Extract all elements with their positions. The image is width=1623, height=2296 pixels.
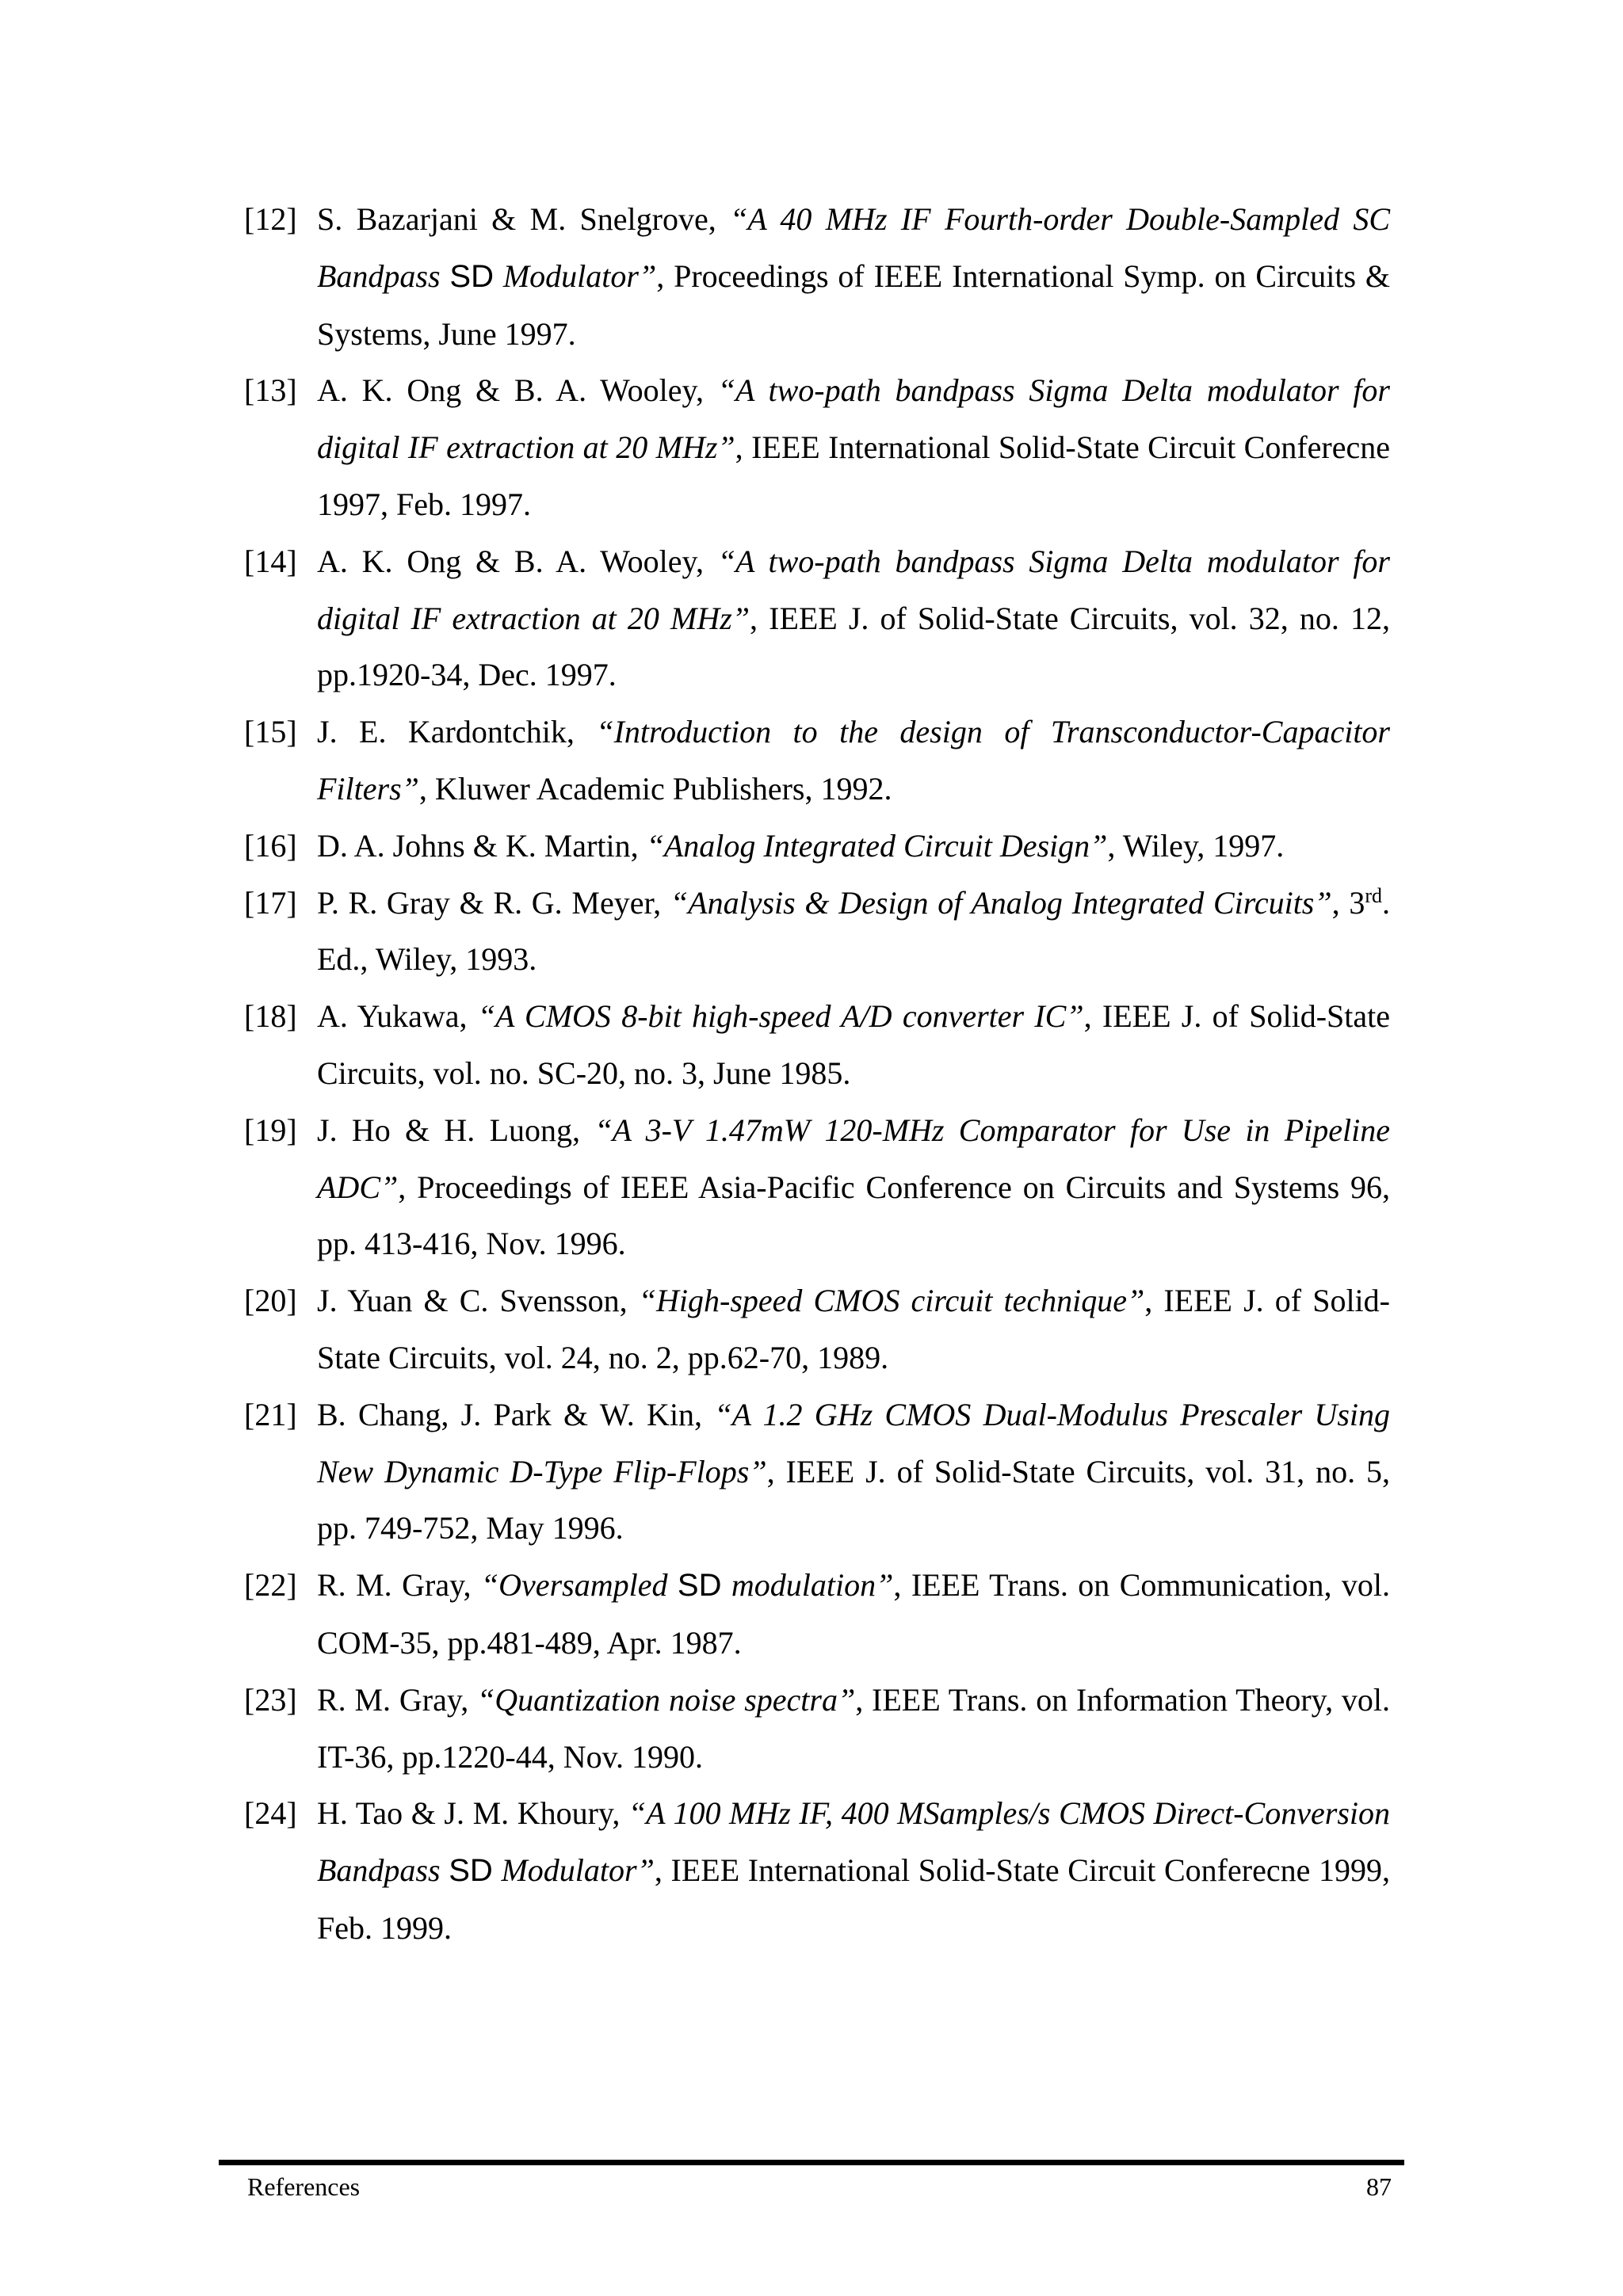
reference-item — [244, 988, 1390, 1102]
reference-item — [244, 191, 1390, 362]
reference-item — [244, 1272, 1390, 1386]
reference-item — [244, 1785, 1390, 1956]
reference-item — [244, 1102, 1390, 1272]
ordinal-suffix: rd — [1365, 883, 1383, 907]
reference-authors: A. K. Ong & B. A. Wooley, — [317, 372, 718, 409]
reference-item — [244, 875, 1390, 989]
reference-source: , IEEE International Solid-State Circuit Conferecne 1997, Feb. 1997. — [317, 429, 1390, 522]
reference-number: [23] — [244, 1681, 297, 1718]
reference-authors: J. Ho & H. Luong, — [317, 1112, 595, 1148]
reference-source: , Proceedings of IEEE Asia-Pacific Conference on Circuits and Systems 96, pp. 413-416, Nov. 1996. — [317, 1169, 1390, 1262]
reference-source: , 3rd. Ed., Wiley, 1993. — [317, 883, 1391, 978]
sigma-delta-symbol: SD — [449, 1853, 493, 1889]
reference-number: [15] — [244, 714, 297, 750]
reference-number: [21] — [244, 1396, 297, 1432]
reference-title: “A 40 MHz IF Fourth-order Double-Sampled SC Bandpass SD Modulator” — [317, 201, 1391, 294]
reference-title: “Analysis & Design of Analog Integrated Circuits” — [670, 884, 1332, 921]
reference-number: [22] — [244, 1567, 297, 1604]
reference-text — [317, 191, 1390, 362]
reference-text — [317, 818, 1390, 875]
reference-authors: D. A. Johns & K. Martin, — [317, 827, 647, 864]
reference-authors: S. Bazarjani & M. Snelgrove, — [317, 201, 731, 237]
reference-authors: H. Tao & J. M. Khoury, — [317, 1795, 628, 1832]
reference-item — [244, 362, 1390, 532]
reference-item — [244, 1386, 1390, 1557]
reference-source: , IEEE J. of Solid-State Circuits, vol. no. SC-20, no. 3, June 1985. — [317, 998, 1391, 1091]
reference-title: “A CMOS 8-bit high-speed A/D converter IC” — [477, 998, 1084, 1035]
reference-item — [244, 818, 1390, 875]
reference-number: [13] — [244, 372, 297, 409]
reference-authors: J. Yuan & C. Svensson, — [317, 1283, 639, 1319]
reference-title: “A two-path bandpass Sigma Delta modulator for digital IF extraction at 20 MHz” — [317, 372, 1390, 466]
reference-title: “A 100 MHz IF, 400 MSamples/s CMOS Direct-Conversion Bandpass SD Modulator” — [317, 1795, 1390, 1889]
reference-authors: B. Chang, J. Park & W. Kin, — [317, 1396, 715, 1432]
reference-item — [244, 1557, 1390, 1672]
sigma-delta-symbol: SD — [677, 1568, 722, 1604]
reference-title: “High-speed CMOS circuit technique” — [638, 1283, 1145, 1319]
reference-number: [18] — [244, 998, 297, 1035]
reference-source: , IEEE Trans. on Information Theory, vol. IT-36, pp.1220-44, Nov. 1990. — [317, 1681, 1390, 1775]
reference-text — [317, 875, 1390, 989]
reference-title: “Analog Integrated Circuit Design” — [646, 827, 1108, 864]
sigma-delta-symbol: SD — [449, 258, 494, 294]
reference-item — [244, 1672, 1390, 1786]
reference-text — [317, 362, 1390, 532]
reference-text — [317, 1386, 1390, 1557]
reference-authors: A. K. Ong & B. A. Wooley, — [317, 543, 718, 579]
reference-number: [12] — [244, 201, 297, 237]
reference-text — [317, 1102, 1390, 1272]
reference-authors: R. M. Gray, — [317, 1567, 481, 1604]
reference-number: [20] — [244, 1283, 297, 1319]
reference-authors: J. E. Kardontchik, — [317, 714, 597, 750]
reference-source: , Proceedings of IEEE International Symp. on Circuits & Systems, June 1997. — [317, 257, 1390, 352]
reference-source: , IEEE J. of Solid-State Circuits, vol. 32, no. 12, pp.1920-34, Dec. 1997. — [317, 600, 1390, 693]
reference-title: “A 3-V 1.47mW 120-MHz Comparator for Use in Pipeline ADC” — [317, 1112, 1390, 1205]
reference-authors: R. M. Gray, — [317, 1681, 478, 1718]
reference-authors: A. Yukawa, — [317, 998, 478, 1035]
reference-number: [24] — [244, 1795, 297, 1832]
reference-text — [317, 988, 1390, 1102]
reference-source: , IEEE J. of Solid-State Circuits, vol. 31, no. 5, pp. 749-752, May 1996. — [317, 1453, 1390, 1547]
reference-title: “Introduction to the design of Transconductor-Capacitor Filters” — [317, 714, 1390, 807]
footer-section-title: References — [247, 2172, 361, 2201]
reference-item — [244, 533, 1390, 704]
reference-source: , Wiley, 1997. — [1107, 827, 1285, 864]
reference-text — [317, 533, 1390, 704]
reference-title: “A 1.2 GHz CMOS Dual-Modulus Prescaler Using New Dynamic D-Type Flip-Flops” — [317, 1396, 1391, 1489]
reference-text — [317, 1272, 1390, 1386]
reference-source: , IEEE Trans. on Communication, vol. COM-35, pp.481-489, Apr. 1987. — [317, 1567, 1391, 1661]
reference-text — [317, 1557, 1390, 1672]
reference-source: , IEEE International Solid-State Circuit Conferecne 1999, Feb. 1999. — [317, 1852, 1390, 1946]
footer-rule — [219, 2160, 1404, 2165]
reference-number: [19] — [244, 1112, 297, 1148]
reference-number: [14] — [244, 543, 297, 579]
reference-title: “Oversampled SD modulation” — [480, 1567, 894, 1604]
page-number: 87 — [1366, 2172, 1392, 2201]
reference-list — [244, 191, 1390, 1957]
reference-title: “A two-path bandpass Sigma Delta modulator for digital IF extraction at 20 MHz” — [317, 543, 1390, 636]
reference-source: , IEEE J. of Solid-State Circuits, vol. 24, no. 2, pp.62-70, 1989. — [317, 1283, 1390, 1375]
reference-number: [17] — [244, 884, 297, 921]
reference-text — [317, 1785, 1390, 1956]
reference-title: “Quantization noise spectra” — [477, 1681, 856, 1718]
reference-text — [317, 704, 1390, 818]
reference-authors: P. R. Gray & R. G. Meyer, — [317, 884, 670, 921]
reference-number: [16] — [244, 827, 297, 864]
reference-item — [244, 704, 1390, 818]
reference-text — [317, 1672, 1390, 1786]
reference-source: , Kluwer Academic Publishers, 1992. — [418, 770, 892, 807]
